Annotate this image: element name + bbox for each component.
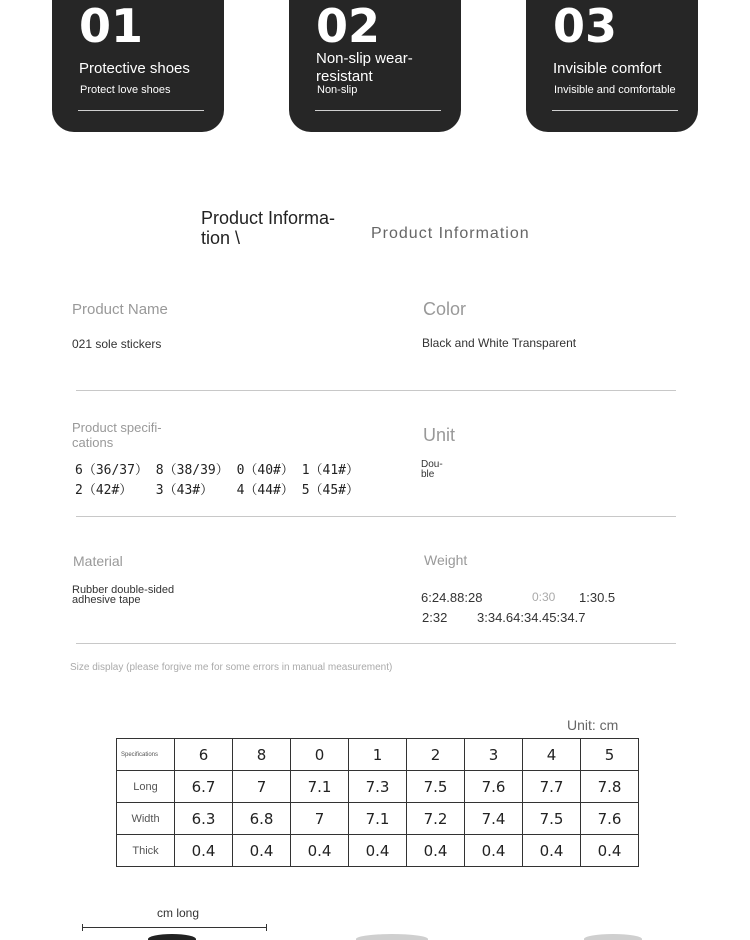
feature-underline [315,110,441,111]
sole-sticker-image [356,934,428,940]
feature-subtitle: Protect love shoes [80,84,171,96]
section-title: Product Informa-tion \ [201,208,336,248]
table-cell: 7.1 [349,803,407,835]
feature-subtitle: Invisible and comfortable [554,84,676,96]
table-cell: 7.5 [407,771,465,803]
table-cell: 0.4 [233,835,291,867]
table-cell: 7.4 [465,803,523,835]
material-label: Material [73,553,123,569]
table-row [117,835,639,867]
table-cell: 7.7 [523,771,581,803]
feature-underline [78,110,204,111]
size-header-cell: 2 [407,739,465,771]
feature-title: Invisible comfort [553,60,662,77]
measure-label: cm long [157,906,200,920]
row-label: Long [117,771,175,803]
size-note: Size display (please forgive me for some errors in manual measurement) [70,662,393,673]
sole-sticker-image [584,934,642,940]
weight-value: 6:24.88:28 [421,590,483,605]
table-cell: 0.4 [581,835,639,867]
feature-card-3 [526,0,698,132]
row-label: Thick [117,835,175,867]
row-label: Width [117,803,175,835]
unit-value: Dou-ble [421,459,443,480]
weight-value: 2:32 [422,610,448,625]
feature-title: Protective shoes [79,60,190,77]
table-cell: 7.5 [523,803,581,835]
size-header-cell: 1 [349,739,407,771]
table-corner: Specifications [117,739,175,771]
table-cell: 0.4 [407,835,465,867]
weight-label: Weight [424,552,468,568]
table-header-row [117,739,639,771]
weight-value: 0:30 [532,590,556,604]
table-cell: 7 [291,803,349,835]
table-cell: 0.4 [175,835,233,867]
product-name-value: 021 sole stickers [72,337,162,351]
table-cell: 7.1 [291,771,349,803]
material-value: Rubber double-sided adhesive tape [72,584,175,606]
size-table [116,738,639,867]
measure-line [82,927,267,928]
sole-sticker-image [148,934,196,940]
section-subtitle: Product Information [371,225,530,242]
color-value: Black and White Transparent [422,336,577,350]
divider [76,643,676,644]
feature-number: 01 [79,0,144,53]
product-name-label: Product Name [72,301,168,318]
table-cell: 0.4 [523,835,581,867]
feature-title: Non-slip wear-resistant [316,50,413,85]
size-header-cell: 6 [175,739,233,771]
spec-line-1: 6（36/37） 8（38/39） 0（40#） 1（41#） [75,463,360,478]
feature-number: 03 [553,0,618,53]
size-header-cell: 4 [523,739,581,771]
feature-card-1 [52,0,224,132]
size-header-cell: 8 [233,739,291,771]
color-label: Color [423,299,467,319]
divider [76,390,676,391]
weight-value: 1:30.5 [579,590,616,605]
table-cell: 7 [233,771,291,803]
table-cell: 7.3 [349,771,407,803]
divider [76,516,676,517]
feature-number: 02 [316,0,381,53]
table-cell: 6.7 [175,771,233,803]
table-cell: 0.4 [291,835,349,867]
feature-card-2 [289,0,461,132]
feature-underline [552,110,678,111]
table-row [117,803,639,835]
weight-value: 3:34.64:34.45:34.7 [477,610,586,625]
table-cell: 0.4 [349,835,407,867]
table-cell: 7.6 [465,771,523,803]
table-row [117,771,639,803]
table-cell: 7.2 [407,803,465,835]
size-header-cell: 5 [581,739,639,771]
table-cell: 0.4 [465,835,523,867]
size-header-cell: 3 [465,739,523,771]
spec-label: Product specifi-cations [72,420,162,450]
table-cell: 7.8 [581,771,639,803]
feature-subtitle: Non-slip [317,84,358,96]
unit-note: Unit: cm [567,717,619,733]
table-cell: 6.3 [175,803,233,835]
unit-label: Unit [423,425,456,445]
table-cell: 7.6 [581,803,639,835]
size-header-cell: 0 [291,739,349,771]
spec-line-2: 2（42#） 3（43#） 4（44#） 5（45#） [75,483,360,498]
table-cell: 6.8 [233,803,291,835]
